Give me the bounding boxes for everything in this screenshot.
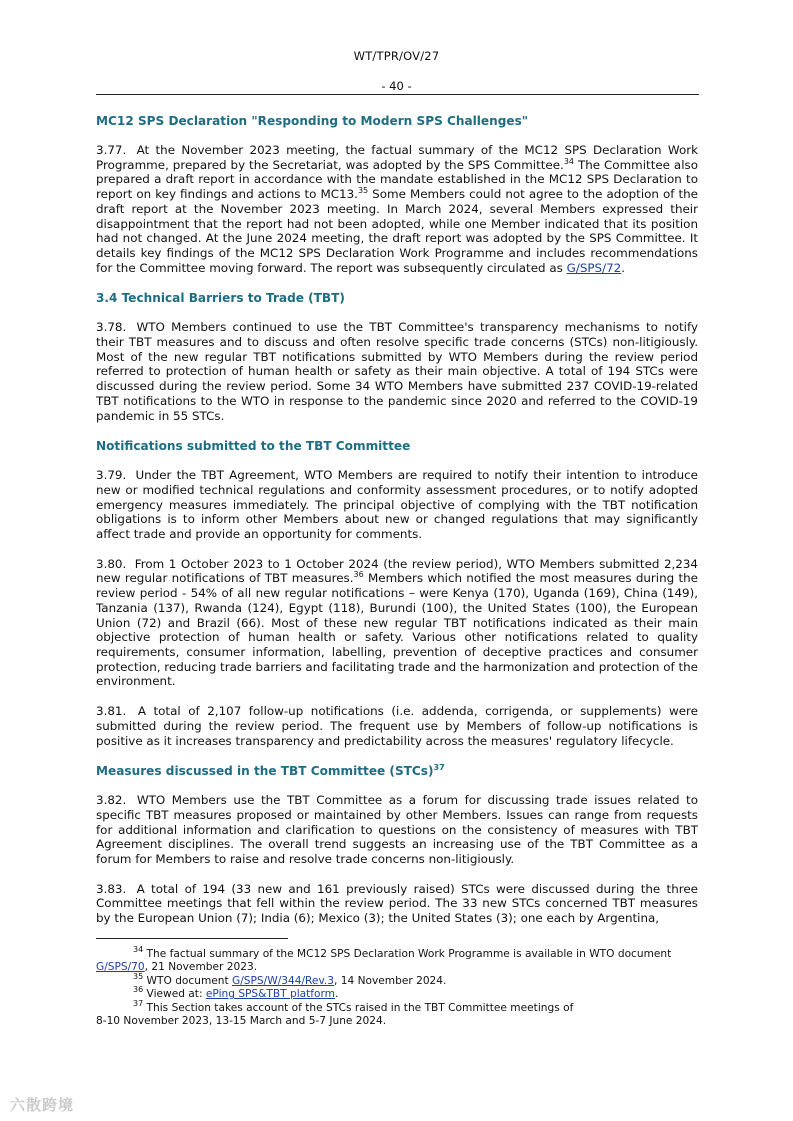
paragraph-text: From 1 October 2023 to 1 October 2024 (the review period), WTO Members submitted 2,234 new regular notifications of TBT measures. <box>96 556 698 586</box>
paragraph-number: 3.78. <box>96 320 127 335</box>
paragraph-number: 3.83. <box>96 881 127 896</box>
paragraph-text: Under the TBT Agreement, WTO Members are required to notify their intention to introduce new or modified technical regulations and conformity assessment procedures, or to notify adopted emergency measures immediately. The principal objective of complying with the TBT notification obligations is to inform other Members about new or changed regulations that may significantly affect trade and provide an opportunity for comments. <box>96 468 698 542</box>
paragraph-text: A total of 2,107 follow-up notifications (i.e. addenda, corrigenda, or supplements) were submitted during the review period. The frequent use by Members of follow-up notifications is positive as it increases transparency and predictability across the measures' regulatory lifecycle. <box>96 704 698 748</box>
paragraph-text: At the November 2023 meeting, the factual summary of the MC12 SPS Declaration Work Programme, prepared by the Secretariat, was adopted by the SPS Committee. <box>96 143 698 172</box>
main-content <box>96 113 698 941</box>
paragraph-text: Members which notified the most measures during the review period - 54% of all new regular notifications – were Kenya (170), Uganda (169), China (149), Tanzania (137), Rwanda (124), Egypt (118), Burundi (100), the United States (100), the European Union (72) and Brazil (66). Most of these new regular TBT notifications indicated as their main objective protection of human health or safety. Various other notifications related to quality requirements, consumer information, labelling, prevention of deceptive practices and consumer protection, reducing trade barriers and facilitating trade and the harmonization and protection of the environment. <box>96 571 698 689</box>
section-heading-mc12: MC12 SPS Declaration "Responding to Modern SPS Challenges" <box>96 114 529 128</box>
watermark-logo: 六散跨境 <box>10 1096 75 1114</box>
footnote-text: This Section takes account of the STCs raised in the TBT Committee meetings of <box>143 1001 574 1014</box>
paragraph-text: WTO Members use the TBT Committee as a forum for discussing trade issues related to specific TBT measures proposed or maintained by other Members. Issues can range from requests for additional information and clarification to questions on the consistency of measures with TBT Agreement disciplines. The overall trend suggests an increasing use of the TBT Committee as a forum for Members to raise and resolve trade concerns non-litigiously. <box>96 793 698 867</box>
footnote-text: , 21 November 2023. <box>144 961 258 974</box>
footnote-number: 34 <box>133 945 144 954</box>
paragraph-number: 3.81. <box>96 704 127 719</box>
footnote-ref[interactable]: 36 <box>353 570 364 580</box>
footnote-text: The factual summary of the MC12 SPS Declaration Work Programme is available in WTO document <box>143 948 672 960</box>
paragraph-number: 3.77. <box>96 143 127 157</box>
paragraph-3-78 <box>96 320 698 423</box>
paragraph-3-83 <box>96 882 698 926</box>
paragraph-number: 3.82. <box>96 793 127 808</box>
document-link-g-sps-72[interactable]: G/SPS/72 <box>566 260 622 275</box>
document-id: WT/TPR/OV/27 <box>353 49 440 63</box>
footnote-text: Viewed at: <box>143 988 206 1001</box>
header-divider <box>96 94 699 95</box>
paragraph-3-80 <box>96 557 698 689</box>
paragraph-3-81 <box>96 704 698 748</box>
eping-platform-link[interactable]: ePing SPS&TBT platform <box>205 988 336 1001</box>
paragraph-text: A total of 194 (33 new and 161 previously raised) STCs were discussed during the three Committee meetings that fell within the review period. The 33 new STCs concerned TBT measures by the European Union (7); India (6); Mexico (3); the United States (3); one each by Argentina, <box>96 881 698 926</box>
paragraph-text: WTO Members continued to use the TBT Committee's transparency mechanisms to notify their TBT measures and to discuss and often resolve specific trade concerns (STCs) non-litigiously. Most of the new regular TBT notifications submitted by WTO Members during the review period referred to protection of human health or safety as their main objective. A total of 194 STCs were discussed during the review period. Some 34 WTO Members have submitted 237 COVID-19-related TBT notifications to the WTO in response to the pandemic since 2020 and referred to the COVID-19 pandemic in 55 STCs. <box>96 320 699 423</box>
paragraph-number: 3.79. <box>96 468 127 483</box>
section-heading-tbt: 3.4 Technical Barriers to Trade (TBT) <box>96 291 345 306</box>
footnote-text: , 14 November 2024. <box>334 974 447 987</box>
paragraph-text: The Committee also prepared a draft report in accordance with the mandate established in the MC12 SPS Declaration to report on key findings and actions to MC13. <box>96 157 698 202</box>
paragraph-3-82 <box>96 793 698 867</box>
document-link-g-sps-70[interactable]: G/SPS/70 <box>96 961 145 974</box>
footnote-number: 35 <box>133 971 144 981</box>
paragraph-3-77 <box>96 143 698 275</box>
footnote-number: 37 <box>133 998 144 1008</box>
footnote-35 <box>96 971 698 988</box>
page-number: - 40 - <box>381 79 412 93</box>
paragraph-3-79 <box>96 468 698 542</box>
footnote-34 <box>96 945 698 975</box>
heading-text: Measures discussed in the TBT Committee (STCs) <box>96 764 434 779</box>
footnote-36 <box>96 985 698 1001</box>
footnote-37 <box>96 998 698 1029</box>
footnote-ref[interactable]: 35 <box>357 186 369 196</box>
footnote-number: 36 <box>133 985 144 995</box>
footnote-divider <box>96 938 288 939</box>
paragraph-number: 3.80. <box>96 556 127 571</box>
section-heading-notifications: Notifications submitted to the TBT Committee <box>96 439 411 454</box>
footnote-ref[interactable]: 37 <box>433 763 445 773</box>
footnote-ref[interactable]: 34 <box>563 156 575 166</box>
paragraph-text: . <box>621 260 626 275</box>
paragraph-text: Some Members could not agree to the adoption of the draft report at the November 2023 meeting. In March 2024, several Members expressed their disappointment that the report had not been adopted, while one Member indicated that its position had not changed. At the June 2024 meeting, the draft report was adopted by the SPS Committee. It details key findings of the MC12 SPS Declaration Work Programme and includes recommendations for the Committee moving forward. The report was subsequently circulated as <box>96 187 698 275</box>
section-heading-stcs <box>96 763 698 779</box>
footnote-text: WTO document <box>143 974 233 987</box>
document-link-g-sps-w-344[interactable]: G/SPS/W/344/Rev.3 <box>232 974 335 987</box>
footnote-text: 8-10 November 2023, 13-15 March and 5-7 June 2024. <box>96 1015 387 1028</box>
footnote-text: . <box>335 988 339 1001</box>
footnotes <box>96 945 698 1028</box>
